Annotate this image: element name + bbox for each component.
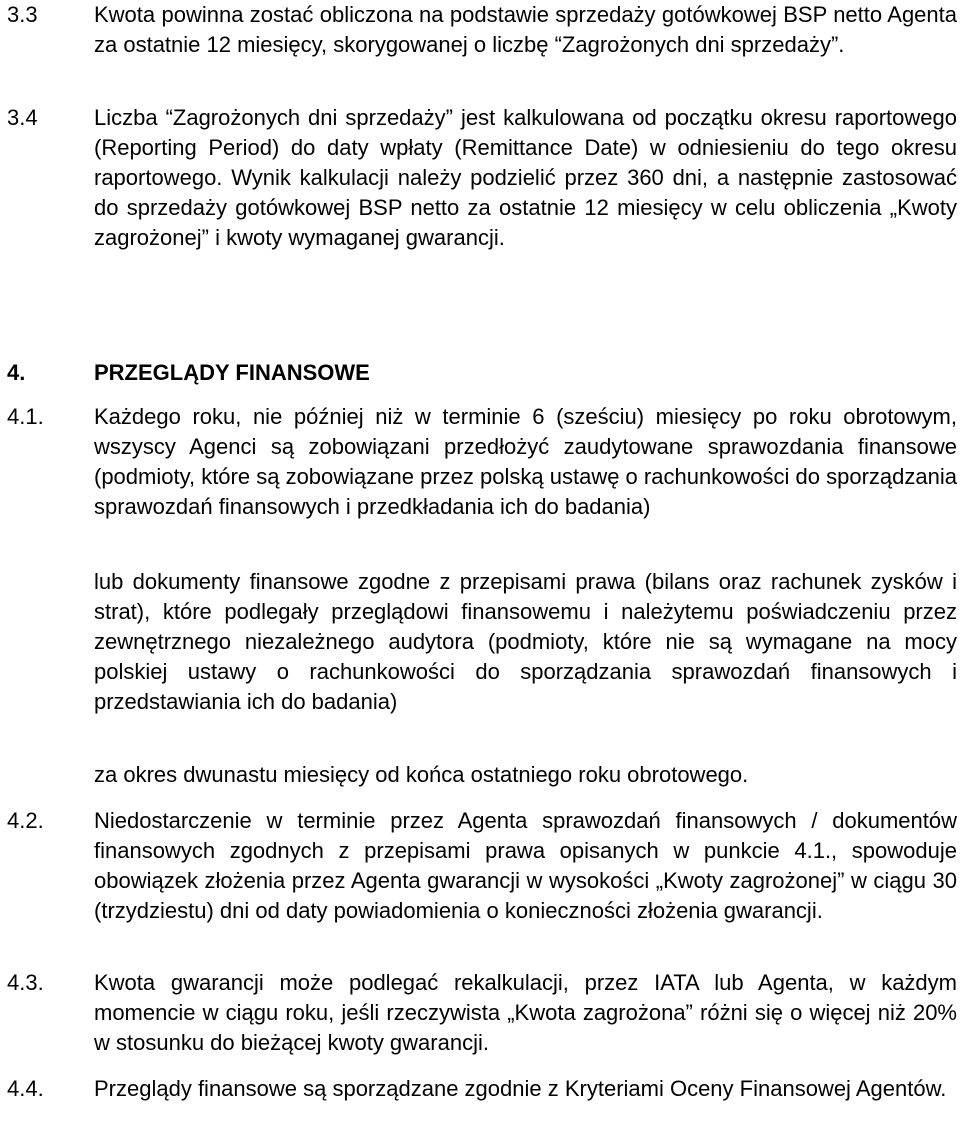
section-body <box>94 103 957 253</box>
paragraph: lub dokumenty finansowe zgodne z przepisami prawa (bilans oraz rachunek zysków i strat), które podlegały przeglądowi finansowemu i należytemu poświadczeniu przez zewnętrznego niezależnego audytora (podmioty, które nie są wymagane na mocy polskiej ustawy o rachunkowości do sporządzania sprawozdań finansowych i przedstawiania ich do badania) <box>94 569 957 714</box>
section-heading-wrap <box>94 358 957 388</box>
section-heading: PRZEGLĄDY FINANSOWE <box>94 360 370 385</box>
section-body <box>94 806 957 926</box>
section-number: 4.4. <box>7 1076 44 1101</box>
section-number: 4.2. <box>7 808 44 833</box>
section-number: 3.4 <box>7 105 38 130</box>
section-body <box>94 1074 957 1104</box>
section-body <box>94 760 957 790</box>
section-body <box>94 0 957 60</box>
paragraph: Kwota gwarancji może podlegać rekalkulacji, przez IATA lub Agenta, w każdym momencie w ciągu roku, jeśli rzeczywista „Kwota zagrożona” różni się o więcej niż 20% w stosunku do bieżącej kwoty gwarancji. <box>94 970 957 1055</box>
paragraph: Każdego roku, nie później niż w terminie 6 (sześciu) miesięcy po roku obrotowym, wszyscy Agenci są zobowiązani przedłożyć zaudytowane sprawozdania finansowe (podmioty, które są zobowiązane przez polską ustawę o rachunkowości do sporządzania sprawozdań finansowych i przedkładania ich do badania) <box>94 404 957 519</box>
section-number: 4.1. <box>7 404 44 429</box>
paragraph: Kwota powinna zostać obliczona na podstawie sprzedaży gotówkowej BSP netto Agenta za ostatnie 12 miesięcy, skorygowanej o liczbę “Zagrożonych dni sprzedaży”. <box>94 2 957 57</box>
section-number: 4. <box>7 360 26 385</box>
section-body <box>94 402 957 522</box>
paragraph: Liczba “Zagrożonych dni sprzedaży” jest kalkulowana od początku okresu raportowego (Reporting Period) do daty wpłaty (Remittance Date) w odniesieniu do tego okresu raportowego. Wynik kalkulacji należy podzielić przez 360 dni, a następnie zastosować do sprzedaży gotówkowej BSP netto za ostatnie 12 miesięcy w celu obliczenia „Kwoty zagrożonej” i kwoty wymaganej gwarancji. <box>94 105 957 250</box>
section-body <box>94 968 957 1058</box>
paragraph: za okres dwunastu miesięcy od końca ostatniego roku obrotowego. <box>94 762 749 787</box>
paragraph: Niedostarczenie w terminie przez Agenta sprawozdań finansowych / dokumentów finansowych zgodnych z przepisami prawa opisanych w punkcie 4.1., spowoduje obowiązek złożenia przez Agenta gwarancji w wysokości „Kwoty zagrożonej” w ciągu 30 (trzydziestu) dni od daty powiadomienia o konieczności złożenia gwarancji. <box>94 808 957 923</box>
paragraph: Przeglądy finansowe są sporządzane zgodnie z Kryteriami Oceny Finansowej Agentów. <box>94 1076 947 1101</box>
section-body <box>94 567 957 717</box>
section-number: 4.3. <box>7 970 44 995</box>
section-number: 3.3 <box>7 2 38 27</box>
